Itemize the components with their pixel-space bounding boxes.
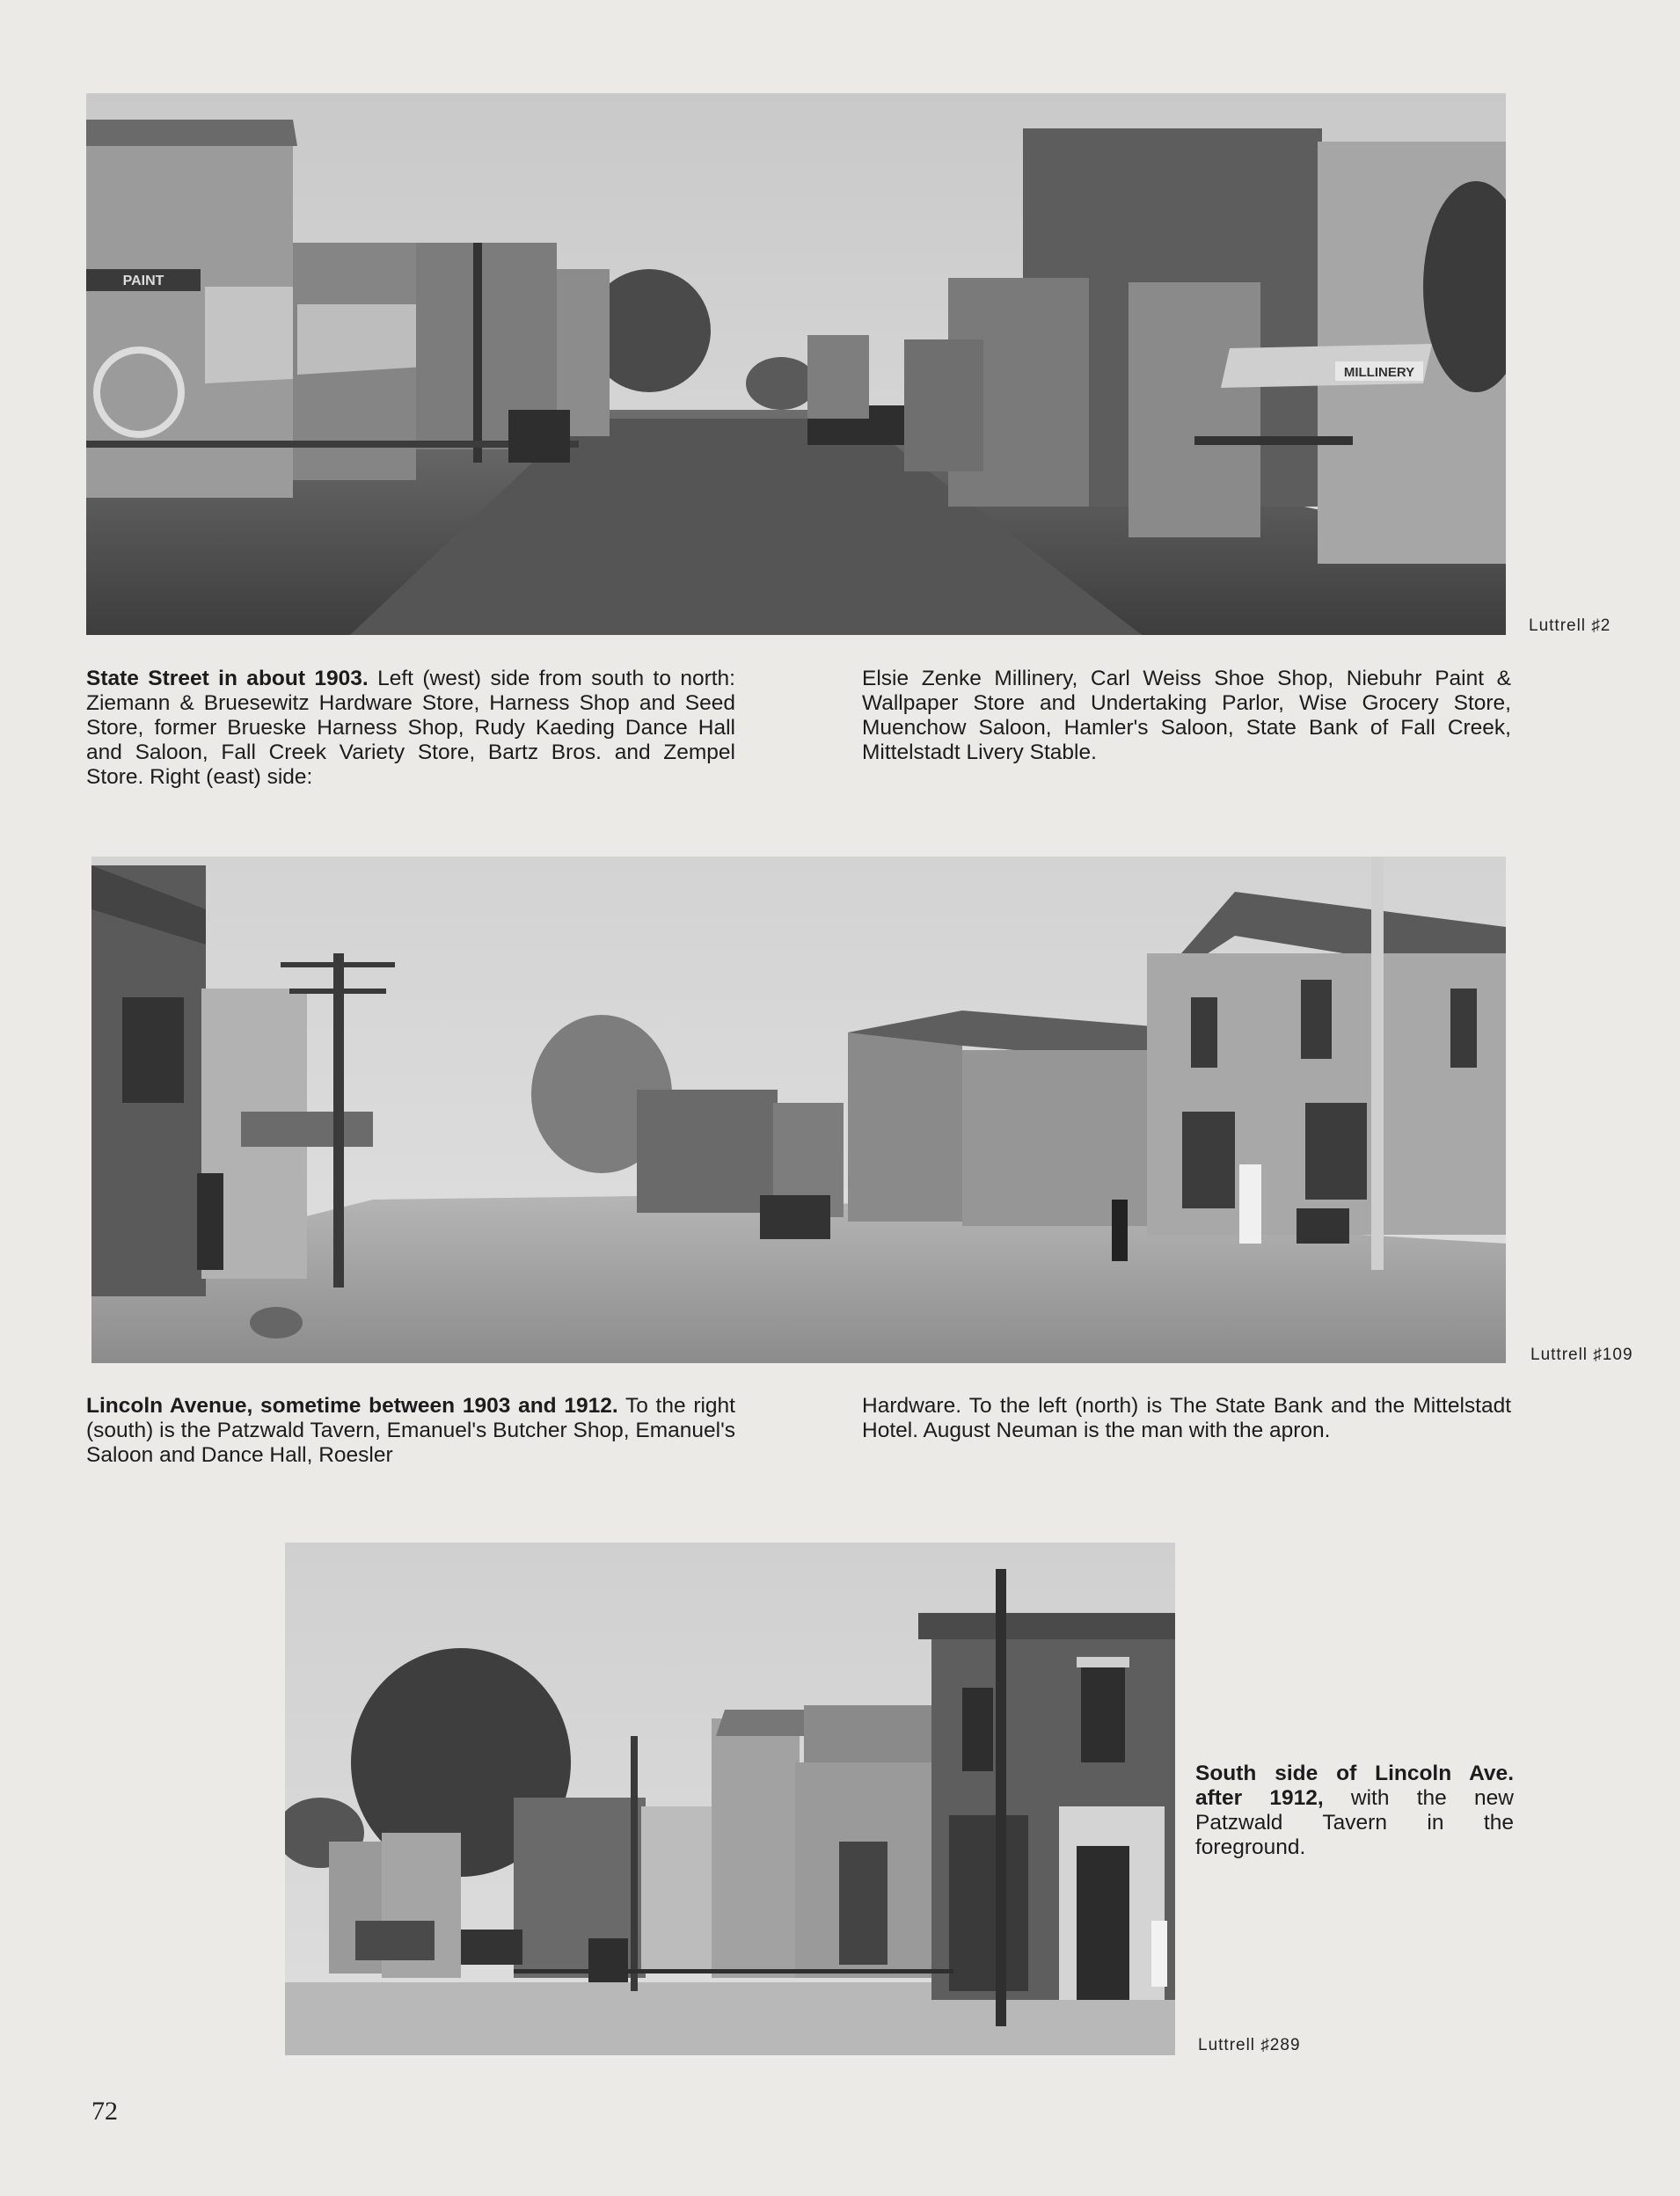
photo-credit-3: Luttrell ♯289 <box>1198 2036 1301 2054</box>
caption-south-lincoln <box>1195 1762 1514 1860</box>
caption-title: State Street in about 1903. <box>86 667 369 690</box>
photo-lincoln-avenue-image <box>91 857 1506 1363</box>
photo-south-lincoln-image <box>285 1543 1175 2055</box>
caption-title: Lincoln Avenue, sometime between 1903 and 1912. <box>86 1394 618 1418</box>
caption-text: with the new Patzwald Tavern in the foreground. <box>1195 1786 1514 1859</box>
caption-lincoln-avenue-col1 <box>86 1394 735 1468</box>
photo-state-street <box>86 93 1506 635</box>
photo-credit-2: Luttrell ♯109 <box>1530 1346 1633 1364</box>
caption-state-street-col2: Elsie Zenke Millinery, Carl Weiss Shoe Shop, Niebuhr Paint & Wallpaper Store and Undertaking Parlor, Wise Grocery Store, Muenchow Saloon, Hamler's Saloon, State Bank of Fall Creek, Mittelstadt Livery Stable. <box>862 667 1511 764</box>
caption-text: Left (west) side from south to north: Ziemann & Bruesewitz Hardware Store, Harness Shop and Seed Store, former Brueske Harness Shop, Rudy Kaeding Dance Hall and Saloon, Fall Creek Variety Store, Bartz Bros. and Zempel Store. Right (east) side: <box>86 667 735 789</box>
photo-state-street-image <box>86 93 1506 635</box>
photo-credit-1: Luttrell ♯2 <box>1529 616 1611 635</box>
photo-south-lincoln <box>285 1543 1175 2055</box>
paint-sign: PAINT <box>122 274 164 288</box>
caption-text: To the right (south) is the Patzwald Tavern, Emanuel's Butcher Shop, Emanuel's Saloon and Dance Hall, Roesler <box>86 1394 735 1467</box>
photo-lincoln-avenue <box>91 857 1506 1363</box>
caption-title: South side of Lincoln Ave. after 1912, <box>1195 1762 1514 1810</box>
millinery-sign: MILLINERY <box>1343 365 1415 380</box>
page-number: 72 <box>91 2097 118 2126</box>
caption-state-street-col1 <box>86 667 735 790</box>
caption-lincoln-avenue-col2: Hardware. To the left (north) is The State Bank and the Mittelstadt Hotel. August Neuman is the man with the apron. <box>862 1394 1511 1442</box>
